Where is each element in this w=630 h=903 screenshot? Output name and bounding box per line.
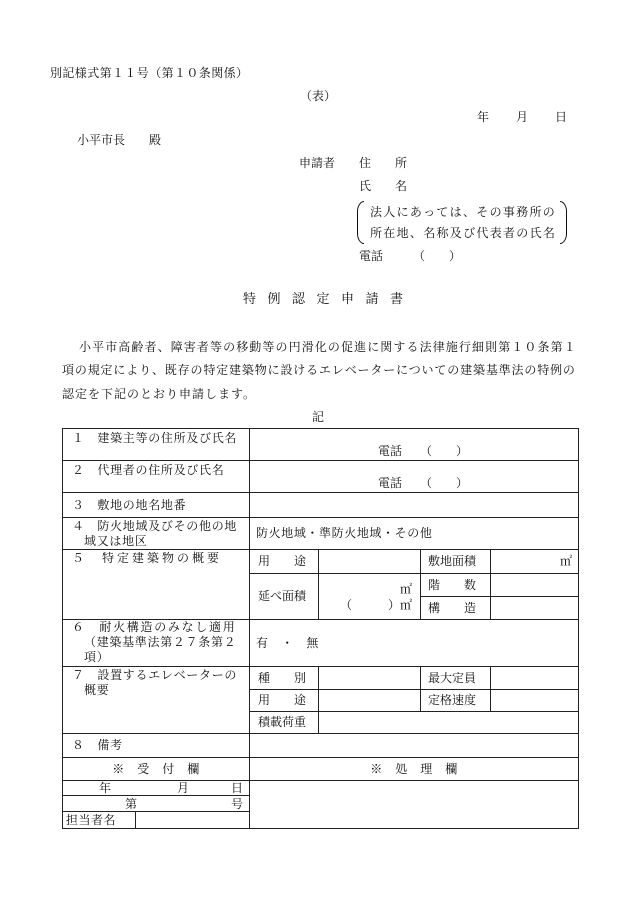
table-row-site — [63, 493, 579, 518]
agent-label: ２ 代理者の住所及び氏名 — [72, 463, 225, 477]
load-value-cell — [319, 712, 579, 734]
fireproof-label-line-3: 項） — [84, 650, 110, 664]
document-title: 特例認定申請書 — [243, 292, 415, 307]
staff-label-cell — [63, 812, 136, 829]
table-row-reception-date — [63, 781, 579, 796]
stories-label-cell — [421, 574, 491, 597]
left-bracket-shape — [357, 201, 364, 244]
stories-value-cell — [491, 574, 579, 597]
reception-number-suffix: 号 — [231, 796, 244, 811]
table-row-owner — [63, 429, 579, 461]
zone-options: 防火地域・準防火地域・その他 — [256, 526, 433, 540]
capacity-value-cell — [491, 667, 579, 690]
structure-label: 構 造 — [428, 600, 477, 615]
reception-date — [63, 781, 249, 795]
building-label: ５ 特定建築物の概要 — [72, 551, 223, 565]
table-row-zone — [63, 518, 579, 550]
elevator-type-label-cell — [250, 667, 319, 690]
building-label-cell — [63, 550, 250, 620]
body-text-line-3: 認定を下記のとおり申請します。 — [62, 387, 257, 401]
addressee: 小平市長 殿 — [77, 133, 162, 147]
site-label: ３ 敷地の地名地番 — [72, 497, 187, 512]
zone-label-line-2: 域又は地区 — [84, 534, 148, 548]
owner-label: １ 建築主等の住所及び氏名 — [72, 431, 238, 445]
table-row-agent — [63, 461, 579, 493]
capacity-label-cell — [421, 667, 491, 690]
structure-label-cell — [421, 597, 491, 620]
application-date: 年 月 日 — [477, 110, 569, 124]
fireproof-options-cell — [250, 620, 579, 667]
side-label: （表） — [299, 89, 336, 103]
stories-label: 階 数 — [428, 577, 477, 592]
table-row-building-use — [63, 550, 579, 574]
fireproof-label-line-1: ６ 耐火構造のみなし適用 — [72, 620, 237, 634]
form-number: 別記様式第１１号（第１０条関係） — [50, 66, 249, 80]
fireproof-label-line-2: （建築基準法第２７条第２ — [84, 635, 237, 649]
speed-label-cell — [421, 690, 491, 712]
elevator-type-label: 種 別 — [258, 670, 307, 685]
site-area-label-cell — [421, 550, 491, 574]
building-use-value-cell — [319, 550, 421, 574]
elevator-label-line-2: 概要 — [84, 683, 110, 697]
body-text-line-1: 小平市高齢者、障害者等の移動等の円滑化の促進に関する法律施行細則第１０条第１ — [79, 340, 577, 354]
agent-phone-label: 電話 （ ） — [378, 476, 469, 490]
reception-header-cell — [63, 758, 250, 781]
site-area-value-cell — [491, 550, 579, 574]
table-row-fireproof — [63, 620, 579, 667]
load-label-cell — [250, 712, 319, 734]
building-use-label: 用 途 — [258, 554, 307, 568]
applicant-name-label: 氏 名 — [359, 179, 408, 193]
remarks-label-cell — [63, 734, 250, 758]
site-value-cell — [250, 493, 579, 518]
floor-area-unit: ㎡ — [400, 581, 413, 596]
zone-label-cell — [63, 518, 250, 550]
applicant-phone-label: 電話 （ ） — [359, 249, 462, 263]
table-row-remarks — [63, 734, 579, 758]
processing-header-cell — [250, 758, 579, 781]
speed-value-cell — [491, 690, 579, 712]
site-area-label: 敷地面積 — [428, 554, 477, 568]
owner-value-cell — [250, 429, 579, 461]
reception-month-label: 月 — [177, 781, 190, 795]
agent-value-cell — [250, 461, 579, 493]
reception-date-cell — [63, 781, 250, 796]
building-use-label-cell — [250, 550, 319, 574]
owner-phone-label: 電話 （ ） — [378, 444, 469, 458]
elevator-type-value-cell — [319, 667, 421, 690]
fireproof-options: 有 ・ 無 — [256, 635, 320, 650]
body-text-line-2: 項の規定により、既存の特定建築物に設けるエレベーターについての建築基準法の特例の — [62, 363, 576, 377]
floor-area-paren-unit: ㎡ — [400, 597, 413, 612]
elevator-use-label-cell — [250, 690, 319, 712]
elevator-use-label: 用 途 — [258, 693, 307, 707]
reception-header: ※ 受 付 欄 — [112, 761, 200, 776]
elevator-label-cell — [63, 667, 250, 734]
applicant-label: 申請者 — [299, 156, 336, 170]
elevator-use-value-cell — [319, 690, 421, 712]
elevator-label-line-1: ７ 設置するエレベーターの — [72, 668, 238, 682]
corporate-note-line-2: 所在地、名称及び代表者の氏名 — [370, 226, 557, 240]
right-bracket-shape — [560, 201, 567, 244]
reception-number — [63, 797, 249, 811]
zone-options-cell — [250, 518, 579, 550]
processing-area-cell — [250, 781, 579, 829]
floor-area-unit-line — [319, 581, 412, 597]
application-details-table — [62, 428, 579, 829]
staff-name-cell — [136, 812, 250, 829]
table-row-elevator-type — [63, 667, 579, 690]
speed-label: 定格速度 — [428, 693, 477, 707]
reception-day-label: 日 — [231, 781, 244, 795]
fireproof-label-cell — [63, 620, 250, 667]
ki-label: 記 — [312, 410, 325, 424]
structure-value-cell — [491, 597, 579, 620]
zone-label-line-1: ４ 防火地域及びその他の地 — [72, 519, 238, 533]
floor-area-paren-line — [319, 597, 412, 613]
remarks-label: ８ 備考 — [72, 738, 123, 752]
floor-area-label-cell — [250, 574, 319, 620]
load-label: 積載荷重 — [258, 715, 307, 729]
floor-area-label: 延べ面積 — [258, 589, 307, 603]
agent-label-cell — [63, 461, 250, 493]
remarks-value-cell — [250, 734, 579, 758]
site-area-unit: ㎡ — [560, 554, 573, 568]
floor-area-paren: （ ） — [339, 597, 400, 612]
owner-label-cell — [63, 429, 250, 461]
floor-area-value-cell — [319, 574, 421, 620]
reception-year-label: 年 — [99, 781, 112, 795]
table-row-office-headers — [63, 758, 579, 781]
reception-number-prefix: 第 — [125, 796, 138, 811]
processing-header: ※ 処 理 欄 — [370, 761, 458, 776]
capacity-label: 最大定員 — [428, 670, 477, 685]
staff-label: 担当者名 — [66, 813, 117, 827]
site-label-cell — [63, 493, 250, 518]
reception-number-cell — [63, 796, 250, 812]
applicant-address-label: 住 所 — [359, 156, 408, 170]
corporate-note-line-1: 法人にあっては、その事務所の — [370, 205, 557, 219]
